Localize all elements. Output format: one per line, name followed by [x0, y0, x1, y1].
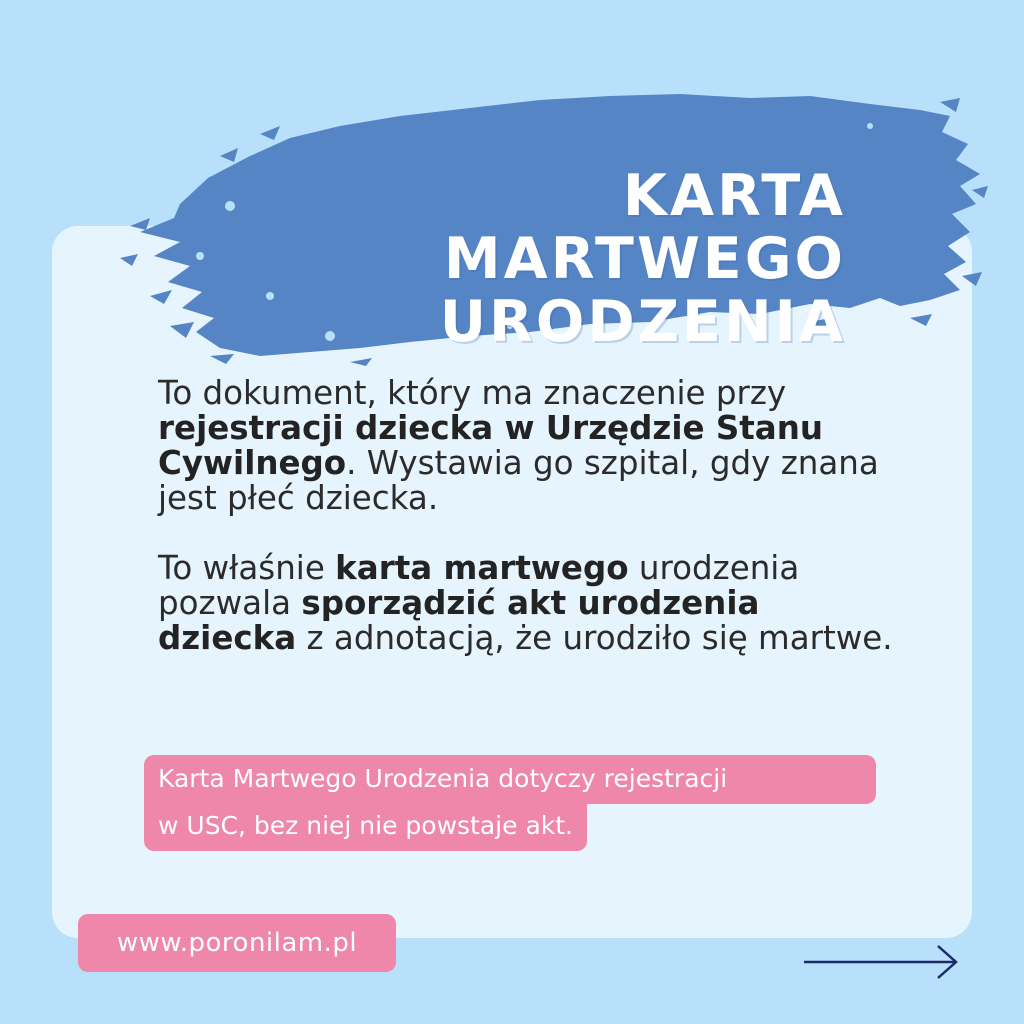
body-text	[158, 376, 898, 656]
paragraph-2	[158, 551, 898, 656]
paragraph-2-bold-2: sporządzić akt urodzenia dziecka	[158, 584, 760, 657]
paragraph-1-text-end: . Wystawia go szpital, gdy znana jest płeć dziecka.	[158, 444, 879, 517]
paragraph-1-text: To dokument, który ma znaczenie przy	[158, 374, 787, 412]
arrow-right-icon[interactable]	[802, 944, 962, 980]
title-line-1: KARTA MARTWEGO	[443, 163, 846, 292]
paragraph-1	[158, 376, 898, 516]
website-link[interactable]: www.poronilam.pl	[78, 914, 396, 972]
note-line-2: w USC, bez niej nie powstaje akt.	[144, 802, 587, 851]
page-title	[206, 165, 846, 354]
note-line-1: Karta Martwego Urodzenia dotyczy rejestracji	[144, 755, 876, 804]
paragraph-2-text-mid: urodzenia pozwala	[158, 549, 800, 622]
highlight-note	[144, 755, 876, 851]
paragraph-2-bold-1: karta martwego	[335, 549, 629, 587]
paragraph-1-bold: rejestracji dziecka w Urzędzie Stanu Cywilnego	[158, 409, 823, 482]
paragraph-2-text-end: z adnotacją, że urodziło się martwe.	[296, 619, 893, 657]
title-line-2: URODZENIA	[439, 289, 846, 355]
paragraph-2-text: To właśnie	[158, 549, 336, 587]
